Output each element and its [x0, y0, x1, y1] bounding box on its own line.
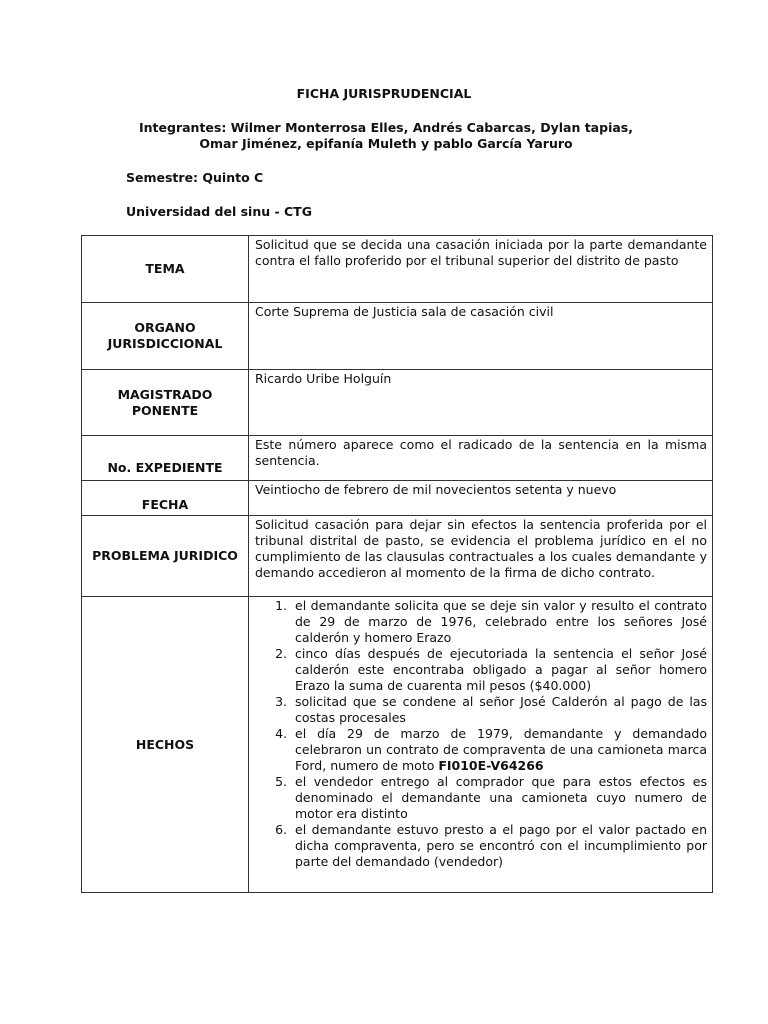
row-hechos: [82, 597, 713, 893]
hecho-item: 3. solicitad que se condene al señor José Calderón al pago de las costas procesales: [291, 694, 707, 726]
hecho-item: 6. el demandante estuvo presto a el pago por el valor pactado en dicha compraventa, pero se encontró con el incumplimiento por parte del demandado (vendedor): [291, 822, 707, 870]
label-fecha: FECHA: [82, 481, 249, 516]
label-expediente: No. EXPEDIENTE: [82, 436, 249, 481]
label-magistrado: MAGISTRADO PONENTE: [82, 370, 249, 436]
value-fecha: Veintiocho de febrero de mil novecientos setenta y nuevo: [249, 481, 713, 516]
value-magistrado: Ricardo Uribe Holguín: [249, 370, 713, 436]
hecho-item: [291, 726, 707, 774]
value-problema: Solicitud casación para dejar sin efectos la sentencia proferida por el tribunal distrital de pasto, se evidencia el problema jurídico en el no cumplimiento de las clausulas contractuales a los cuales demandante y demando accedieron al momento de la firma de dicho contrato.: [249, 516, 713, 597]
row-expediente: [82, 436, 713, 481]
university-line: Universidad del sinu - CTG: [126, 204, 312, 219]
row-problema: [82, 516, 713, 597]
label-organo: ORGANO JURISDICCIONAL: [82, 303, 249, 370]
hechos-list: [255, 598, 707, 870]
ficha-table: [81, 235, 713, 893]
semester-line: Semestre: Quinto C: [126, 170, 264, 185]
hecho-item: 1. el demandante solicita que se deje sin valor y resulto el contrato de 29 de marzo de 1976, celebrado entre los señores José calderón y homero Erazo: [291, 598, 707, 646]
value-organo: Corte Suprema de Justicia sala de casación civil: [249, 303, 713, 370]
hecho-item: 5. el vendedor entrego al comprador que para estos efectos es denominado el demandante una camioneta cuyo numero de motor era distinto: [291, 774, 707, 822]
value-hechos: [249, 597, 713, 893]
label-hechos: HECHOS: [82, 597, 249, 893]
row-tema: [82, 236, 713, 303]
motor-code: FI010E-V64266: [438, 758, 544, 773]
value-expediente: Este número aparece como el radicado de la sentencia en la misma sentencia.: [249, 436, 713, 481]
hecho-item: 2. cinco días después de ejecutoriada la sentencia el señor José calderón este encontraba obligado a pagar al señor homero Erazo la suma de cuarenta mil pesos ($40.000): [291, 646, 707, 694]
label-problema: PROBLEMA JURIDICO: [82, 516, 249, 597]
row-magistrado: [82, 370, 713, 436]
label-tema: TEMA: [82, 236, 249, 303]
hecho-item-text: el día 29 de marzo de 1979, demandante y demandado celebraron un contrato de compraventa de una camioneta marca Ford, numero de moto: [295, 726, 707, 773]
members-line: Integrantes: Wilmer Monterrosa Elles, Andrés Cabarcas, Dylan tapias, Omar Jiménez, epifanía Muleth y pablo García Yaruro: [139, 120, 633, 151]
row-fecha: [82, 481, 713, 516]
document-title: FICHA JURISPRUDENCIAL: [296, 86, 472, 101]
value-tema: Solicitud que se decida una casación iniciada por la parte demandante contra el fallo proferido por el tribunal superior del distrito de pasto: [249, 236, 713, 303]
row-organo: [82, 303, 713, 370]
